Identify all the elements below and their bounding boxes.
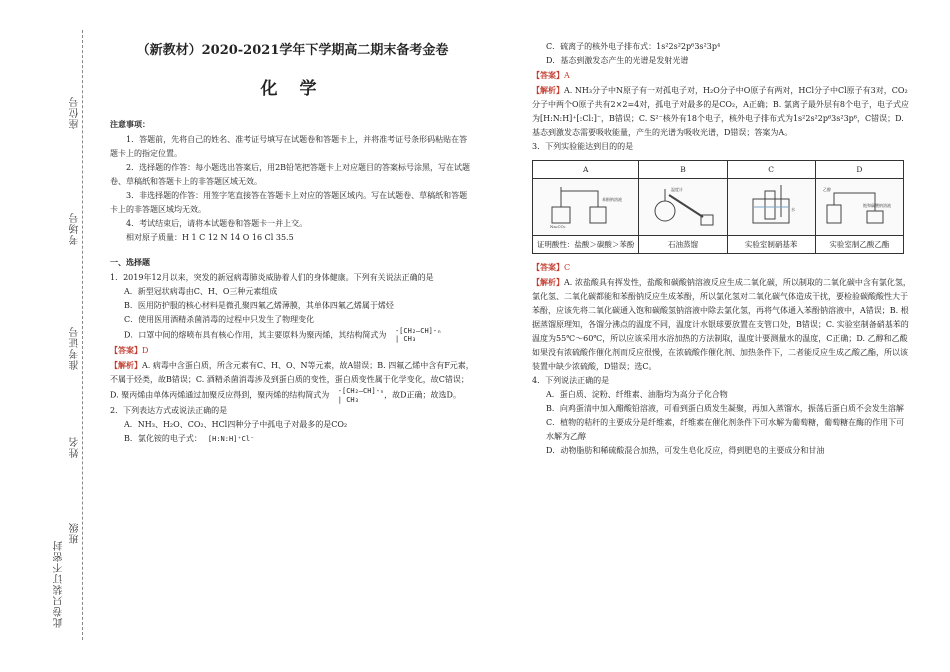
label-class: 班级 xyxy=(70,522,81,544)
q2-option-b: B．氯化铵的电子式： [H:N:H]⁺Cl⁻ xyxy=(124,434,255,444)
label-exam-room: 考场号 xyxy=(70,212,81,245)
apparatus-c xyxy=(727,179,815,236)
q1-stem: 1．2019年12月以来，突发的新冠病毒肺炎威胁着人们的身体健康。下列有关说法正确的是 xyxy=(110,272,434,282)
q1-option-c: C．使用医用酒精杀菌消毒的过程中只发生了物理变化 xyxy=(124,314,315,324)
q2-option-c: C．硫离子的核外电子排布式：1s²2s²2p⁶3s²3p⁴ xyxy=(546,42,721,51)
table-header: D xyxy=(815,161,903,179)
notice-item: 3．非选择题的作答：用签字笔直接答在答题卡上对应的答题区域内。写在试题卷、草稿纸和答题卡上的非答题区域均无效。 xyxy=(110,190,468,214)
svg-text:乙醇: 乙醇 xyxy=(823,187,832,193)
atomic-mass: 相对原子质量：H 1 C 12 N 14 O 16 Cl 35.5 xyxy=(126,232,294,242)
table-header: B xyxy=(639,161,727,179)
experiment-table xyxy=(532,160,904,254)
polypropylene-formula-inline: -[CH₂—CH]-ₙ | CH₃ xyxy=(337,387,385,404)
svg-text:水: 水 xyxy=(791,207,796,213)
table-caption: 证明酸性：盐酸＞碳酸＞苯酚 xyxy=(533,236,639,254)
q2-stem: 2．下列表达方式或说法正确的是 xyxy=(110,406,228,416)
svg-text:Na₂CO₃: Na₂CO₃ xyxy=(549,224,566,230)
q4-option-b: B．向鸡蛋清中加入醋酸铅溶液，可看到蛋白质发生凝聚，再加入蒸馏水，振荡后蛋白质不会发生溶解 xyxy=(546,404,904,414)
q4-option-c: C．植物的秸秆的主要成分是纤维素，纤维素在催化剂条件下可水解为葡萄糖，葡萄糖在酶的作用下可水解为乙醇 xyxy=(546,418,905,442)
right-column xyxy=(532,40,912,458)
binding-margin xyxy=(0,0,100,672)
left-column xyxy=(110,40,475,446)
apparatus-b-drawing xyxy=(643,181,723,229)
q4-option-a: A．蛋白质、淀粉、纤维素、油脂均为高分子化合物 xyxy=(546,390,728,400)
table-header: C xyxy=(727,161,815,179)
q2-option-a: A．NH₃、H₂O、CO₂、HCl四种分子中孤电子对最多的是CO₂ xyxy=(124,420,348,430)
apparatus-d xyxy=(815,179,903,236)
table-header-row xyxy=(533,161,904,179)
apparatus-a-drawing xyxy=(546,181,626,229)
apparatus-row xyxy=(533,179,904,236)
ammonium-chloride-formula: [H:N:H]⁺Cl⁻ xyxy=(207,434,255,443)
q2-option-d: D．基态到激发态产生的光谱是发射光谱 xyxy=(546,56,689,65)
table-caption: 实验室制硝基苯 xyxy=(727,236,815,254)
notice-item: 4．考试结束后，请将本试题卷和答题卡一并上交。 xyxy=(126,218,308,228)
table-header: A xyxy=(533,161,639,179)
notice-item: 1．答题前，先将自己的姓名、准考证号填写在试题卷和答题卡上，并将准考证号条形码粘贴在答题卡上的指定位置。 xyxy=(110,134,468,158)
section-heading: 一、选择题 xyxy=(110,256,150,267)
seal-notice: 此卷只装订不密封 xyxy=(54,540,65,628)
svg-text:苯酚钠溶液: 苯酚钠溶液 xyxy=(601,197,622,203)
q1-option-b: B．医用防护服的核心材料是微孔聚四氟乙烯薄膜，其单体四氟乙烯属于烯烃 xyxy=(124,300,394,310)
apparatus-b xyxy=(639,179,727,236)
table-caption: 石油蒸馏 xyxy=(639,236,727,254)
table-caption: 实验室制乙酸乙酯 xyxy=(815,236,903,254)
notice-heading: 注意事项： xyxy=(110,118,150,129)
svg-text:温度计: 温度计 xyxy=(670,187,683,193)
q3-answer: 【答案】C xyxy=(532,262,571,273)
q1-option-d: D．口罩中间的熔喷布具有核心作用，其主要原料为聚丙烯，其结构简式为 -[CH₂—CH]-ₙ | CH₃ xyxy=(124,326,442,343)
q3-stem: 3．下列实验能达到目的的是 xyxy=(532,142,634,151)
label-ticket-number: 准考证号 xyxy=(70,326,81,370)
q1-option-a: A．新型冠状病毒由C、H、O三种元素组成 xyxy=(124,286,278,296)
apparatus-a xyxy=(533,179,639,236)
caption-row xyxy=(533,236,904,254)
label-seat-number: 座位号 xyxy=(70,96,81,129)
page-title: （新教材）2020-2021学年下学期高二期末备考金卷 xyxy=(136,43,449,58)
notice-item: 2．选择题的作答：每小题选出答案后，用2B铅笔把答题卡上对应题目的答案标号涂黑，写在试题卷、草稿纸和答题卡上的非答题区域无效。 xyxy=(110,162,471,186)
q4-option-d: D．动物脂肪和稀硫酸混合加热，可发生皂化反应，得到肥皂的主要成分和甘油 xyxy=(546,446,825,456)
q4-stem: 4．下列说法正确的是 xyxy=(532,376,610,386)
q2-answer: 【答案】A xyxy=(532,70,570,80)
apparatus-d-drawing xyxy=(819,181,899,229)
svg-text:饱和碳酸钠溶液: 饱和碳酸钠溶液 xyxy=(863,203,892,209)
subject-title: 化 学 xyxy=(260,78,325,99)
apparatus-c-drawing xyxy=(731,181,811,229)
q3-analysis: 【解析】A. 浓盐酸具有挥发性，盐酸和碳酸钠溶液反应生成二氧化碳，所以制取的二氧化碳中含有氯化氢，氯化氢、二氧化碳都能和苯酚钠反应生成苯酚，所以氯化氢对二氧化碳气体造成干扰，要检验碳酸酸性大于苯酚，应该先将二氧化碳通入饱和碳酸氢钠溶液中除去氯化氢，再将气体通入苯酚钠溶液中，A错误；B. 根据蒸馏原理知，各馏分沸点的温度不同，温度计水银球要放置在支管口处，B错误；C. 实验室制备硝基苯的温度为55℃～60℃，所以应该采用水浴加热的方法制取，温度计要测量水的温度，C正确；D. 乙醇和乙酸如果没有浓硫酸作催化剂而反应很慢，在浓硫酸作催化剂、加热条件下，二者能反应生成乙酸乙酯，所以该装置中缺少浓硫酸，D错误；选C。 xyxy=(532,277,911,372)
q2-analysis: 【解析】A. NH₃分子中N原子有一对孤电子对，H₂O分子中O原子有两对，HCl分子中Cl原子有3对，CO₂分子中两个O原子共有2×2=4对，孤电子对最多的是CO₂，A正确；B. 氯离子最外层有8个电子，电子式应为[H:N:H]⁺[:Cl:]⁻，B错误；C. S²⁻核外有18个电子，核外电子排布式为1s²2s²2p⁶3s²3p⁶，C错误；D. 基态到激发态需要吸收能量，产生的光谱为吸收光谱，D错误；答案为A。 xyxy=(532,85,909,137)
q1-answer: 【答案】D xyxy=(110,345,149,356)
label-name: 姓名 xyxy=(70,436,81,458)
q1-analysis: 【解析】A. 病毒中含蛋白质，所含元素有C、H、O、N等元素，故A错误；B. 四氟乙烯中含有F元素，不属于烃类，故B错误；C. 酒精杀菌消毒涉及到蛋白质的变性，蛋白质变性属于化学变化，故C错误；D. 聚丙烯由单体丙烯通过加聚反应得到，聚丙烯的结构简式为 -[CH₂—CH]-ₙ | CH₃ ，故D正确；故选D。 xyxy=(110,360,474,404)
polypropylene-formula: -[CH₂—CH]-ₙ | CH₃ xyxy=(394,326,442,343)
